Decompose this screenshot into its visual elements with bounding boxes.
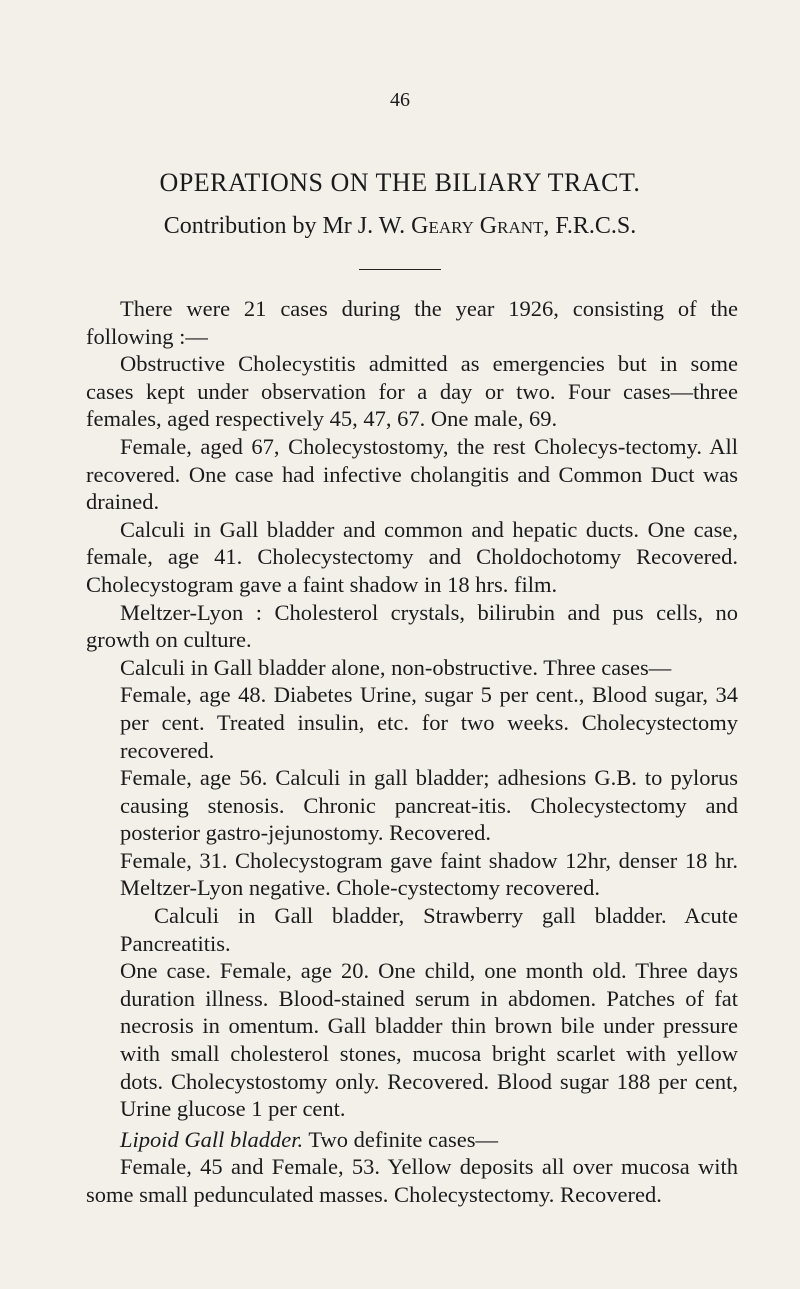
contribution-suffix: , F.R.C.S. [543,213,637,239]
contribution-prefix: Contribution by Mr J. W. [163,213,406,239]
paragraph-female-31-text: Female, 31. Cholecystogram gave faint shadow 12hr, denser 18 hr. Meltzer-Lyon negative. Chole-cystectomy recovered. [120,847,738,901]
paragraph-calculi-ducts: Calculi in Gall bladder and common and hepatic ducts. One case, female, age 41. Cholecystectomy and Choldochotomy Recovered. Cholecystogram gave a faint shadow in 18 hrs. film. [86,516,738,597]
section-divider [359,269,441,270]
lipoid-rest: Two definite cases— [303,1126,498,1152]
paragraph-female-48-text: Female, age 48. Diabetes Urine, sugar 5 per cent., Blood sugar, 34 per cent. Treated insulin, etc. for two weeks. Cholecystectomy recovered. [120,682,738,763]
body-text [86,295,738,1209]
paragraph-female-31 [86,847,738,902]
page-title: OPERATIONS ON THE BILIARY TRACT. [159,168,641,197]
paragraph-calculi-alone: Calculi in Gall bladder alone, non-obstructive. Three cases— [120,654,672,680]
paragraph-intro: There were 21 cases during the year 1926, consisting of the following :— [86,296,738,349]
contributor-name: Geary Grant [411,213,544,239]
paragraph-meltzer-lyon: Meltzer-Lyon : Cholesterol crystals, bilirubin and pus cells, no growth on culture. [86,599,738,653]
paragraph-strawberry-text: Calculi in Gall bladder, Strawberry gall bladder. Acute Pancreatitis. [120,903,738,956]
paragraph-lipoid [86,1126,738,1154]
paragraph-female-20 [86,957,738,1123]
paragraph-female-56-text: Female, age 56. Calculi in gall bladder; adhesions G.B. to pylorus causing stenosis. Chronic pancreat-itis. Cholecystectomy and posterior gastro-jejunostomy. Recovered. [120,765,738,846]
contribution-line [0,213,800,240]
paragraph-female-48 [86,681,738,764]
page-number: 46 [390,89,410,111]
paragraph-strawberry [86,902,738,957]
paragraph-female-56 [86,764,738,847]
paragraph-female-67: Female, aged 67, Cholecystostomy, the rest Cholecys-tectomy. All recovered. One case had infective cholangitis and Common Duct was drained. [86,433,738,515]
paragraph-female-45-53: Female, 45 and Female, 53. Yellow deposits all over mucosa with some small pedunculated masses. Cholecystectomy. Recovered. [86,1154,738,1207]
paragraph-female-20-text: One case. Female, age 20. One child, one month old. Three days duration illness. Blood-stained serum in abdomen. Patches of fat necrosis in omentum. Gall bladder thin brown bile under pressure with small cholesterol stones, mucosa bright scarlet with yellow dots. Cholecystostomy only. Recovered. Blood sugar 188 per cent, Urine glucose 1 per cent. [120,958,738,1122]
paragraph-obstructive: Obstructive Cholecystitis admitted as emergencies but in some cases kept under observation for a day or two. Four cases—three females, aged respectively 45, 47, 67. One male, 69. [86,351,738,432]
lipoid-heading: Lipoid Gall bladder. [120,1126,304,1152]
